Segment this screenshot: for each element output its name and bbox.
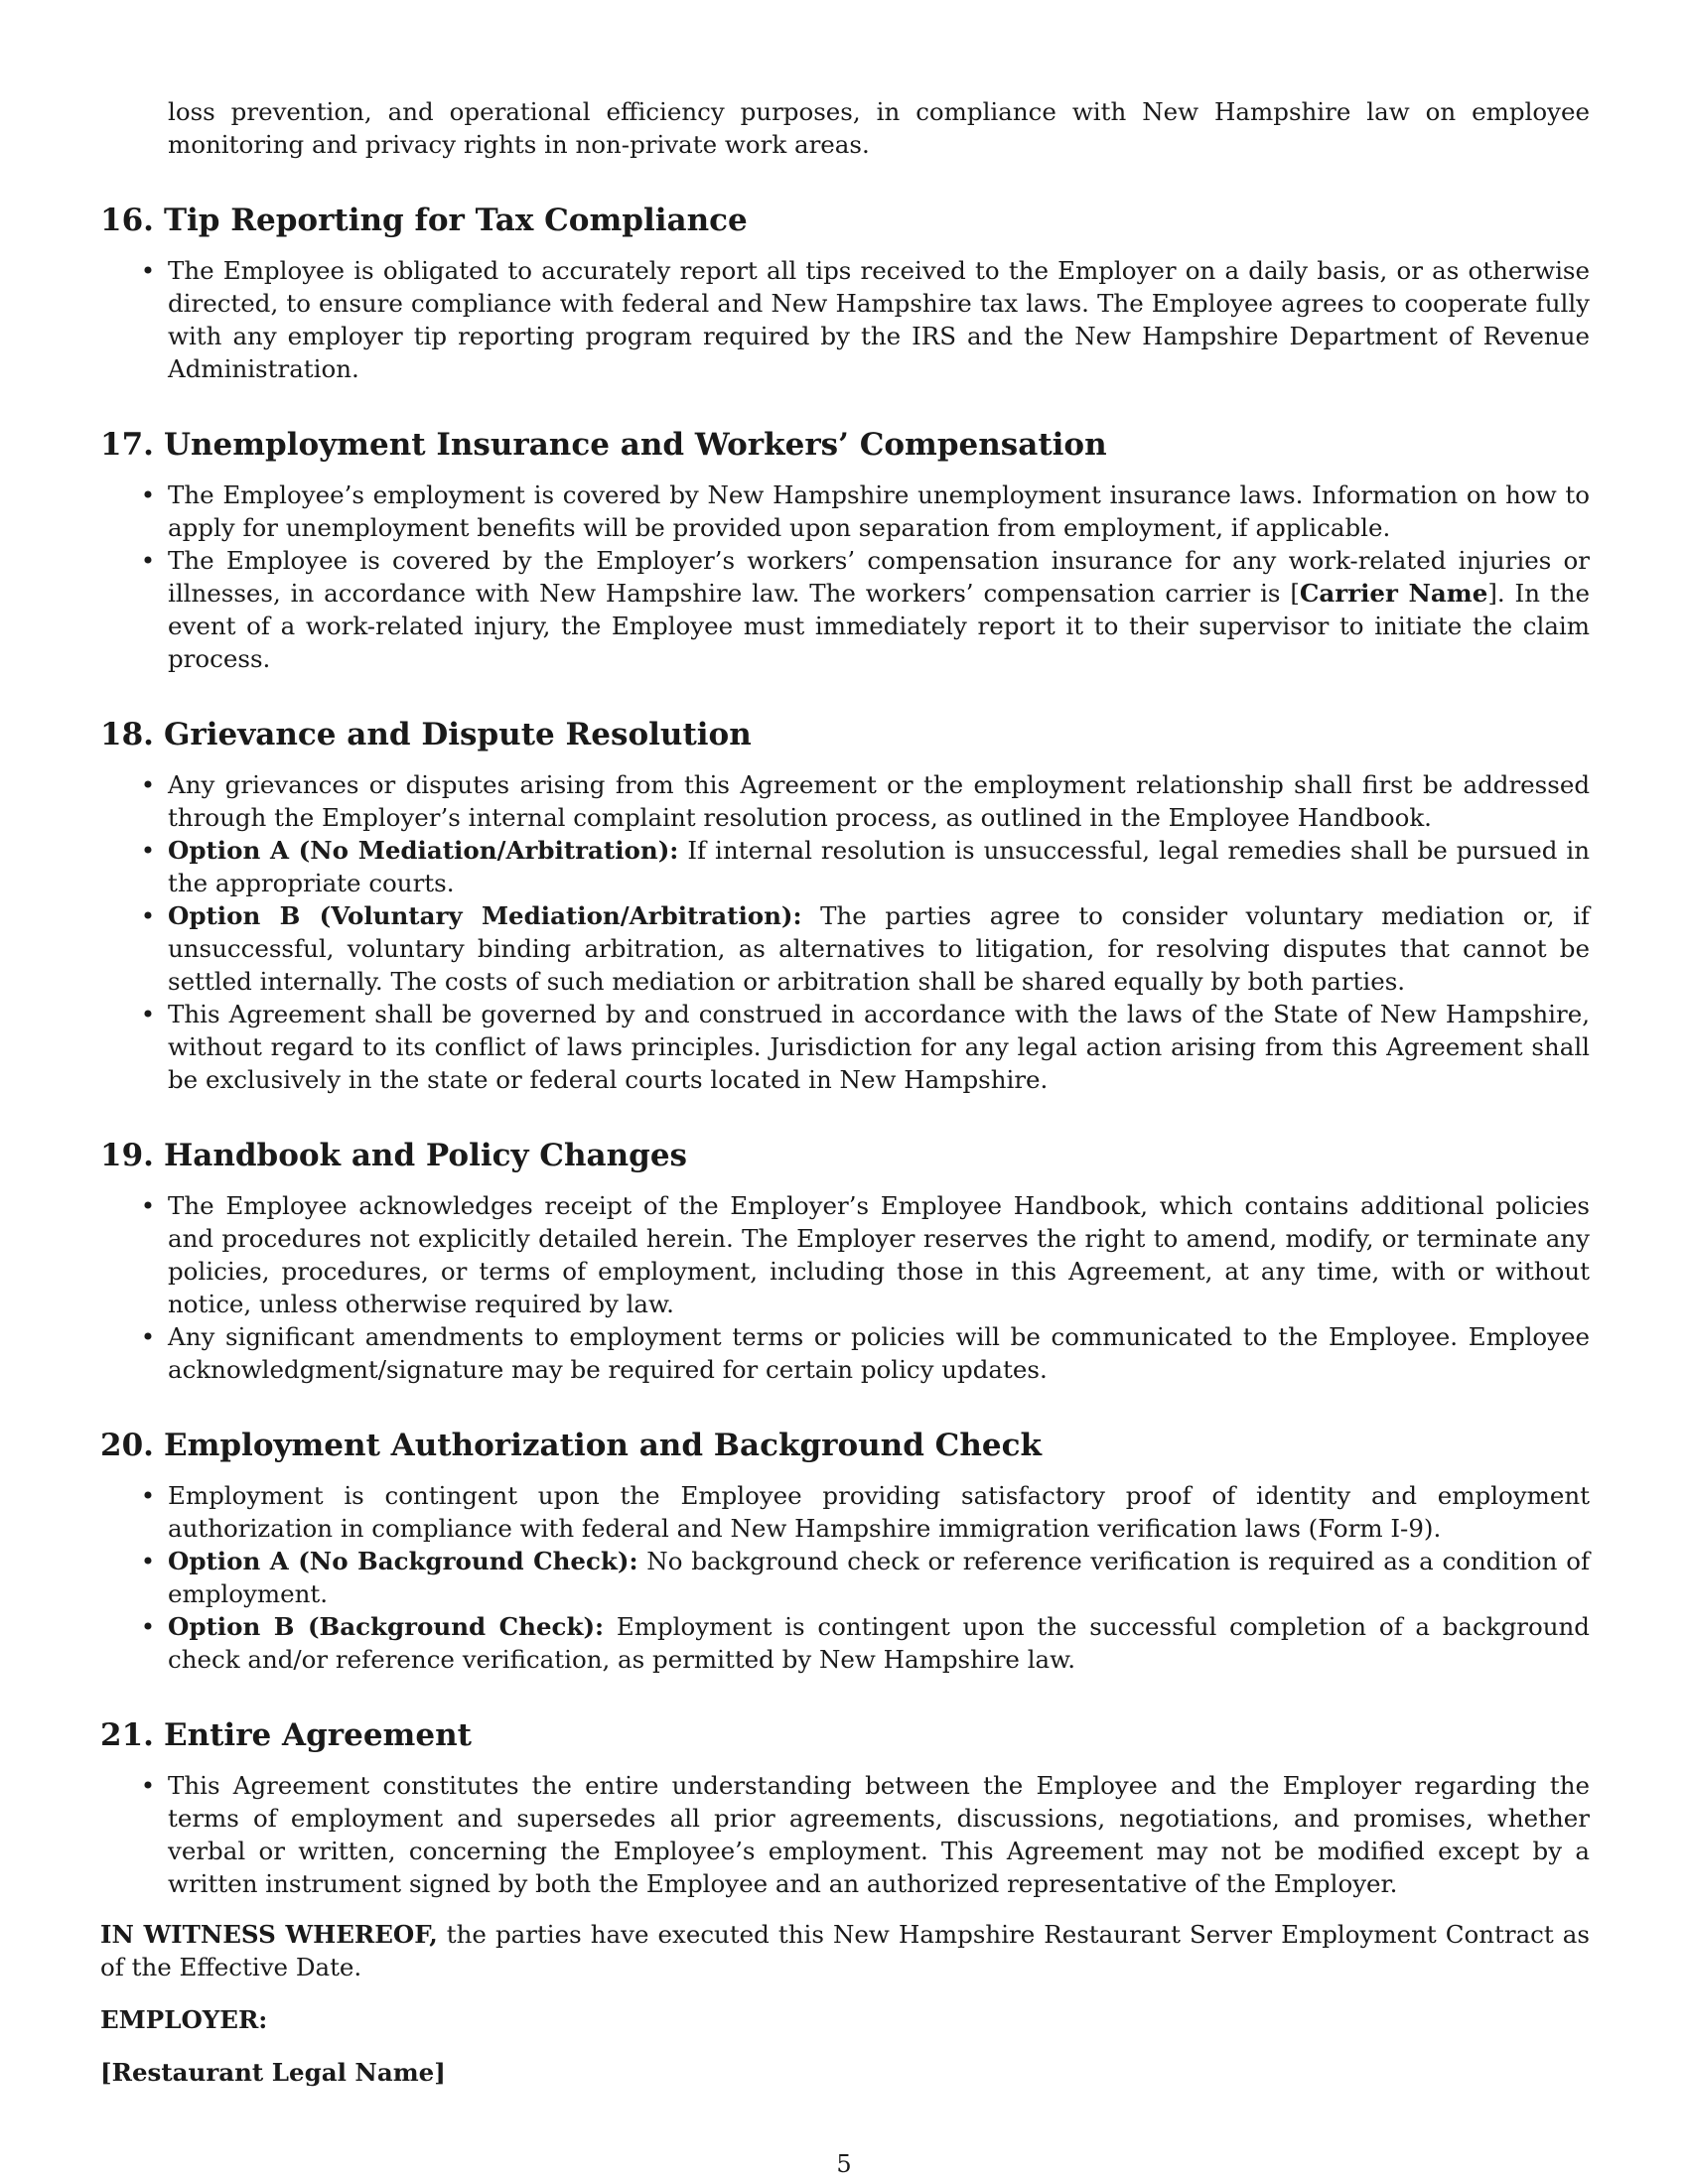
bullet-icon: •	[140, 256, 156, 285]
bullet-item	[100, 254, 1590, 385]
bullet-item	[100, 834, 1590, 899]
section-16	[100, 201, 1590, 385]
bullet-icon: •	[140, 1322, 156, 1351]
item-text: Any grievances or disputes arising from this Agreement or the employment relationship shall first be addressed through the Employer’s internal complaint resolution process, as outlined in the Employee Handbook.	[168, 770, 1590, 832]
bullet-list	[100, 1189, 1590, 1386]
intro-paragraph: loss prevention, and operational efficiency purposes, in compliance with New Hampshire law on employee monitoring and privacy rights in non-private work areas.	[168, 97, 1590, 159]
section-19	[100, 1136, 1590, 1386]
bullet-item	[100, 1545, 1590, 1610]
bullet-icon: •	[140, 1771, 156, 1800]
section-number: 19.	[100, 1138, 154, 1173]
item-text: Employment is contingent upon the successful completion of a background check and/or reference verification, as permitted by New Hampshire law.	[168, 1612, 1590, 1674]
section-heading	[100, 1715, 1590, 1755]
section-number: 16.	[100, 203, 154, 238]
bullet-item	[100, 1769, 1590, 1900]
bullet-item	[100, 1189, 1590, 1320]
bullet-icon: •	[140, 546, 156, 575]
bullet-icon: •	[140, 901, 156, 930]
page-number: 5	[836, 2150, 852, 2178]
witness-lead: IN WITNESS WHEREOF,	[100, 1920, 438, 1949]
section-title: Unemployment Insurance and Workers’ Compensation	[163, 427, 1107, 463]
bullet-icon: •	[140, 770, 156, 799]
item-text: No background check or reference verification is required as a condition of employment.	[168, 1547, 1591, 1608]
item-text: The parties agree to consider voluntary mediation or, if unsuccessful, voluntary binding arbitration, as alternatives to litigation, for resolving disputes that cannot be settled internally. The costs of such mediation or arbitration shall be shared equally by both parties.	[168, 901, 1590, 996]
item-text: This Agreement constitutes the entire understanding between the Employee and the Employer regarding the terms of employment and supersedes all prior agreements, discussions, negotiations, and promises, whether verbal or written, concerning the Employee’s employment. This Agreement may not be modified except by a written instrument signed by both the Employee and an authorized representative of the Employer.	[168, 1771, 1590, 1898]
bullet-list	[100, 768, 1590, 1096]
section-number: 20.	[100, 1428, 154, 1463]
section-18	[100, 715, 1590, 1096]
bullet-icon: •	[140, 1000, 156, 1028]
bullet-icon: •	[140, 1612, 156, 1641]
bullet-item	[100, 544, 1590, 675]
sections-container	[100, 201, 1590, 1900]
item-text: Any significant amendments to employment terms or policies will be communicated to the Employee. Employee acknowledgment/signature may be required for certain policy updates.	[168, 1322, 1590, 1384]
section-number: 21.	[100, 1717, 154, 1753]
item-text: The Employee is obligated to accurately report all tips received to the Employer on a daily basis, or as otherwise directed, to ensure compliance with federal and New Hampshire tax laws. The Employee agrees to cooperate fully with any employer tip reporting program required by the IRS and the New Hampshire Department of Revenue Administration.	[168, 256, 1590, 383]
bullet-icon: •	[140, 1481, 156, 1510]
section-17	[100, 425, 1590, 675]
section-number: 18.	[100, 717, 154, 752]
section-heading	[100, 425, 1590, 465]
item-lead: Option A (No Background Check):	[168, 1547, 638, 1575]
section-heading	[100, 1426, 1590, 1465]
bullet-item	[100, 768, 1590, 834]
item-text: If internal resolution is unsuccessful, legal remedies shall be pursued in the appropriate courts.	[168, 836, 1590, 897]
bullet-item	[100, 899, 1590, 998]
placeholder-field: Carrier Name	[1299, 579, 1488, 608]
item-text-after: ]. In the event of a work-related injury, the Employee must immediately report it to their supervisor to initiate the claim process.	[168, 579, 1590, 673]
section-title: Entire Agreement	[163, 1717, 472, 1753]
bullet-list	[100, 254, 1590, 385]
employer-name: [Restaurant Legal Name]	[100, 2058, 446, 2087]
bullet-icon: •	[140, 1547, 156, 1575]
bullet-icon: •	[140, 480, 156, 509]
item-lead: Option B (Background Check):	[168, 1612, 605, 1641]
section-heading	[100, 715, 1590, 754]
bullet-item	[100, 1479, 1590, 1545]
section-title: Tip Reporting for Tax Compliance	[163, 203, 748, 238]
bullet-list	[100, 1769, 1590, 1900]
section-number: 17.	[100, 427, 154, 463]
document-page	[100, 95, 1590, 2089]
bullet-item	[100, 998, 1590, 1096]
item-text: Employment is contingent upon the Employee providing satisfactory proof of identity and employment authorization in compliance with federal and New Hampshire immigration verification laws (Form I-9).	[168, 1481, 1590, 1543]
bullet-item	[100, 1320, 1590, 1386]
bullet-list	[100, 1479, 1590, 1676]
section-title: Grievance and Dispute Resolution	[163, 717, 752, 752]
item-lead: Option B (Voluntary Mediation/Arbitration):	[168, 901, 802, 930]
section-heading	[100, 201, 1590, 240]
witness-text: the parties have executed this New Hampshire Restaurant Server Employment Contract as of the Effective Date.	[100, 1920, 1590, 1981]
section-20	[100, 1426, 1590, 1676]
section-title: Employment Authorization and Background Check	[163, 1428, 1042, 1463]
item-text: This Agreement shall be governed by and construed in accordance with the laws of the State of New Hampshire, without regard to its conflict of laws principles. Jurisdiction for any legal action arising from this Agreement shall be exclusively in the state or federal courts located in New Hampshire.	[168, 1000, 1590, 1094]
bullet-item	[100, 478, 1590, 544]
section-heading	[100, 1136, 1590, 1175]
bullet-icon: •	[140, 1191, 156, 1220]
item-lead: Option A (No Mediation/Arbitration):	[168, 836, 679, 865]
employer-label: EMPLOYER:	[100, 2005, 268, 2034]
section-21	[100, 1715, 1590, 1900]
witness-paragraph	[100, 1918, 1590, 1983]
section-title: Handbook and Policy Changes	[163, 1138, 687, 1173]
bullet-icon: •	[140, 836, 156, 865]
item-text: The Employee acknowledges receipt of the Employer’s Employee Handbook, which contains additional policies and procedures not explicitly detailed herein. The Employer reserves the right to amend, modify, or terminate any policies, procedures, or terms of employment, including those in this Agreement, at any time, with or without notice, unless otherwise required by law.	[168, 1191, 1590, 1318]
bullet-list	[100, 478, 1590, 675]
item-text-before: The Employee is covered by the Employer’s workers’ compensation insurance for any work-related injuries or illnesses, in accordance with New Hampshire law. The workers’ compensation carrier is [	[168, 546, 1590, 608]
bullet-item	[100, 1610, 1590, 1676]
item-text: The Employee’s employment is covered by New Hampshire unemployment insurance laws. Information on how to apply for unemployment benefits will be provided upon separation from employment, if applicable.	[168, 480, 1590, 542]
